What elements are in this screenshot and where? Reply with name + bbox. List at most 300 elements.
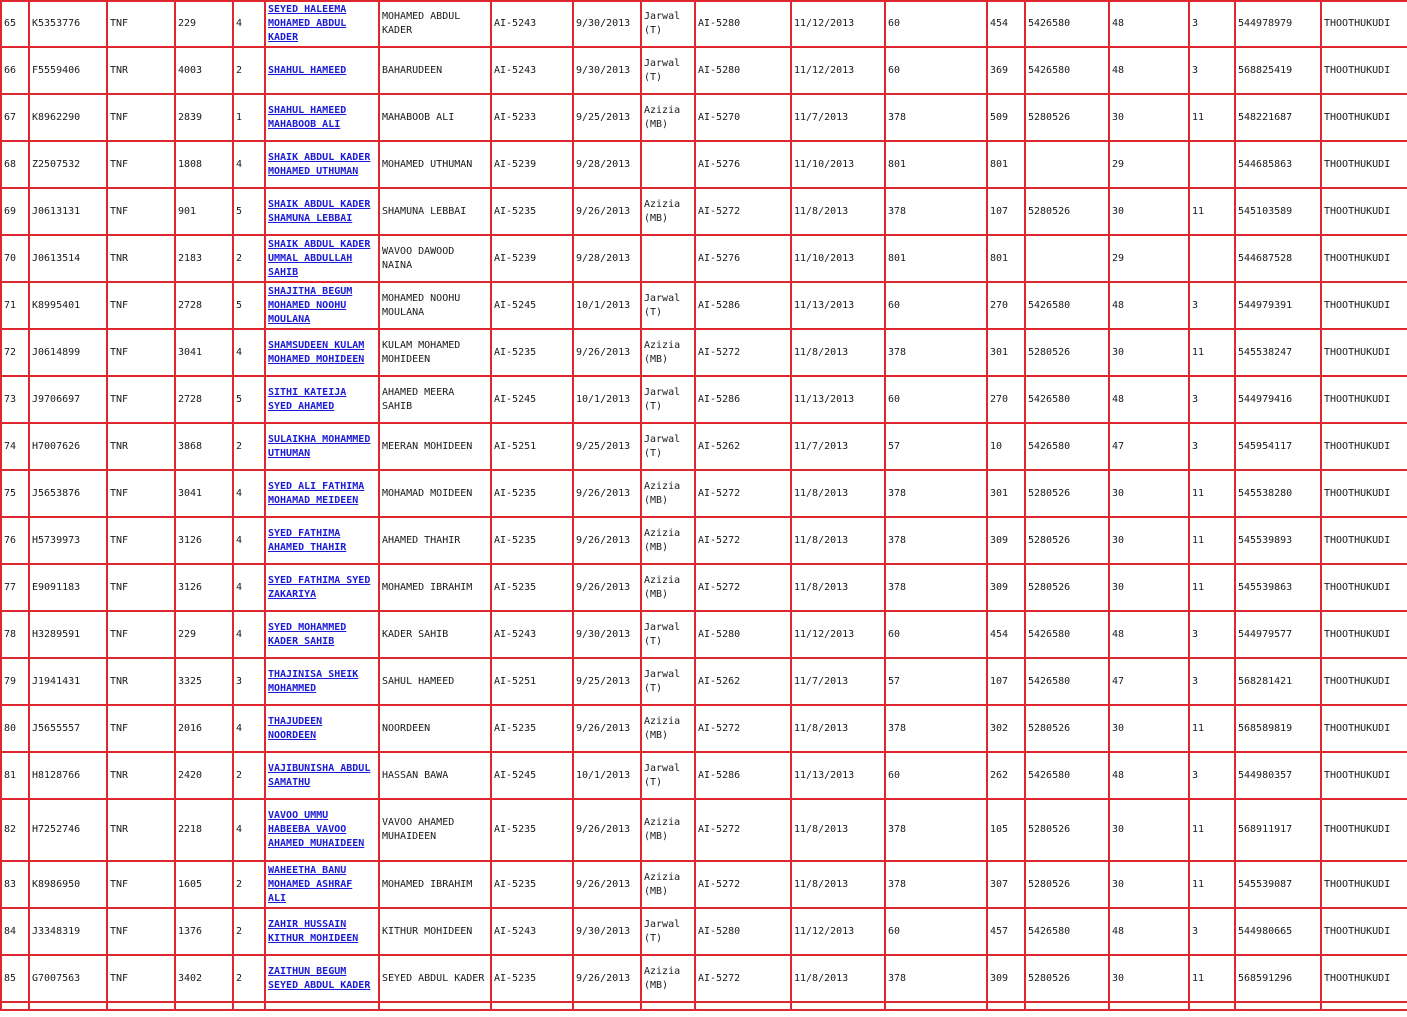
cover-type-cell: TNR — [107, 752, 175, 799]
return-flight-cell: AI-5272 — [695, 188, 791, 235]
cover-type-cell: TNF — [107, 141, 175, 188]
zone-number-cell — [1189, 141, 1235, 188]
departure-date-cell: 9/30/2013 — [573, 47, 641, 94]
serial-number-cell: 74 — [1, 423, 29, 470]
pilgrim-name-link[interactable]: SHAIK ABDUL KADER UMMAL ABDULLAH SAHIB — [268, 238, 371, 278]
passport-number-cell: K5353776 — [29, 1, 107, 47]
guardian-name-cell: AHAMED THAHIR — [379, 517, 491, 564]
cover-type-cell: TNF — [107, 908, 175, 955]
accommodation-cell: Azizia (MB) — [641, 94, 695, 141]
zone-number-cell: 3 — [1189, 658, 1235, 705]
reference-number-cell: 544979416 — [1235, 376, 1321, 423]
departure-flight-cell: AI-5243 — [491, 908, 573, 955]
group-number-cell: 48 — [1109, 47, 1189, 94]
building-number-cell: 378 — [885, 955, 987, 1002]
departure-date-cell: 9/30/2013 — [573, 1, 641, 47]
empty-cell — [1025, 1002, 1109, 1010]
guardian-name-cell: VAVOO AHAMED MUHAIDEEN — [379, 799, 491, 861]
city-cell: THOOTHUKUDI — [1321, 1, 1407, 47]
return-date-cell: 11/8/2013 — [791, 470, 885, 517]
building-code-cell: 5280526 — [1025, 705, 1109, 752]
room-number-cell: 801 — [987, 141, 1025, 188]
building-number-cell: 60 — [885, 611, 987, 658]
departure-date-cell: 9/30/2013 — [573, 611, 641, 658]
passport-number-cell: F5559406 — [29, 47, 107, 94]
serial-number-cell: 85 — [1, 955, 29, 1002]
return-date-cell: 11/8/2013 — [791, 955, 885, 1002]
cover-type-cell: TNF — [107, 611, 175, 658]
member-count-cell: 4 — [233, 141, 265, 188]
city-cell: THOOTHUKUDI — [1321, 517, 1407, 564]
zone-number-cell — [1189, 235, 1235, 282]
pilgrim-name-link[interactable]: SITHI KATEIJA SYED AHAMED — [268, 386, 347, 412]
building-number-cell: 378 — [885, 470, 987, 517]
group-number-cell: 48 — [1109, 752, 1189, 799]
zone-number-cell: 11 — [1189, 955, 1235, 1002]
pilgrim-name-link[interactable]: SULAIKHA MOHAMMED UTHUMAN — [268, 433, 371, 459]
room-number-cell: 454 — [987, 1, 1025, 47]
pilgrim-name-link[interactable]: VAVOO UMMU HABEEBA VAVOO AHAMED MUHAIDEEN — [268, 810, 365, 849]
empty-cell — [1, 1002, 29, 1010]
return-date-cell: 11/7/2013 — [791, 423, 885, 470]
departure-date-cell: 9/28/2013 — [573, 141, 641, 188]
zone-number-cell: 3 — [1189, 376, 1235, 423]
group-number-cell: 30 — [1109, 470, 1189, 517]
passport-number-cell: H7252746 — [29, 799, 107, 861]
table-row — [1, 235, 1407, 282]
cover-type-cell: TNF — [107, 564, 175, 611]
group-number-cell: 30 — [1109, 188, 1189, 235]
passport-number-cell: H8128766 — [29, 752, 107, 799]
zone-number-cell: 11 — [1189, 470, 1235, 517]
reference-number-cell: 544685863 — [1235, 141, 1321, 188]
building-number-cell: 60 — [885, 282, 987, 329]
reference-number-cell: 568911917 — [1235, 799, 1321, 861]
building-code-cell: 5280526 — [1025, 799, 1109, 861]
building-number-cell: 60 — [885, 752, 987, 799]
reference-number-cell: 568591296 — [1235, 955, 1321, 1002]
cover-number-cell: 3402 — [175, 955, 233, 1002]
city-cell: THOOTHUKUDI — [1321, 705, 1407, 752]
member-count-cell: 1 — [233, 94, 265, 141]
return-flight-cell: AI-5280 — [695, 47, 791, 94]
accommodation-cell — [641, 141, 695, 188]
serial-number-cell: 67 — [1, 94, 29, 141]
cover-number-cell: 4003 — [175, 47, 233, 94]
return-flight-cell: AI-5272 — [695, 861, 791, 908]
accommodation-cell: Jarwal (T) — [641, 611, 695, 658]
pilgrim-name-cell — [265, 1, 379, 47]
departure-flight-cell: AI-5235 — [491, 955, 573, 1002]
building-code-cell: 5280526 — [1025, 470, 1109, 517]
departure-flight-cell: AI-5239 — [491, 235, 573, 282]
pilgrim-name-cell — [265, 141, 379, 188]
reference-number-cell: 544979391 — [1235, 282, 1321, 329]
building-number-cell: 801 — [885, 141, 987, 188]
serial-number-cell: 79 — [1, 658, 29, 705]
departure-date-cell: 9/26/2013 — [573, 188, 641, 235]
pilgrim-name-link[interactable]: WAHEETHA BANU MOHAMED ASHRAF ALI — [268, 864, 353, 904]
return-date-cell: 11/8/2013 — [791, 329, 885, 376]
cover-number-cell: 229 — [175, 1, 233, 47]
pilgrim-name-cell — [265, 861, 379, 908]
departure-flight-cell: AI-5235 — [491, 470, 573, 517]
departure-date-cell: 9/26/2013 — [573, 329, 641, 376]
empty-cell — [1321, 1002, 1407, 1010]
member-count-cell: 5 — [233, 282, 265, 329]
room-number-cell: 309 — [987, 955, 1025, 1002]
member-count-cell: 5 — [233, 376, 265, 423]
departure-date-cell: 9/26/2013 — [573, 470, 641, 517]
accommodation-cell: Azizia (MB) — [641, 861, 695, 908]
passport-number-cell: Z2507532 — [29, 141, 107, 188]
group-number-cell: 48 — [1109, 611, 1189, 658]
reference-number-cell: 545538280 — [1235, 470, 1321, 517]
zone-number-cell: 11 — [1189, 705, 1235, 752]
cover-type-cell: TNF — [107, 282, 175, 329]
pilgrim-name-cell — [265, 376, 379, 423]
pilgrim-name-link[interactable]: SHAIK ABDUL KADER MOHAMED UTHUMAN — [268, 151, 371, 177]
return-date-cell: 11/12/2013 — [791, 908, 885, 955]
table-row — [1, 955, 1407, 1002]
accommodation-cell: Jarwal (T) — [641, 423, 695, 470]
member-count-cell: 2 — [233, 908, 265, 955]
return-date-cell: 11/10/2013 — [791, 235, 885, 282]
group-number-cell: 48 — [1109, 376, 1189, 423]
departure-flight-cell: AI-5235 — [491, 705, 573, 752]
pilgrim-name-cell — [265, 470, 379, 517]
pilgrim-name-link[interactable]: SHAMSUDEEN KULAM MOHAMED MOHIDEEN — [268, 339, 365, 365]
return-date-cell: 11/8/2013 — [791, 564, 885, 611]
reference-number-cell: 545954117 — [1235, 423, 1321, 470]
empty-cell — [29, 1002, 107, 1010]
pilgrim-name-link[interactable]: ZAHIR HUSSAIN KITHUR MOHIDEEN — [268, 918, 359, 944]
building-code-cell: 5280526 — [1025, 955, 1109, 1002]
empty-cell — [379, 1002, 491, 1010]
serial-number-cell: 82 — [1, 799, 29, 861]
serial-number-cell: 71 — [1, 282, 29, 329]
passport-number-cell: H3289591 — [29, 611, 107, 658]
return-date-cell: 11/8/2013 — [791, 861, 885, 908]
zone-number-cell: 11 — [1189, 799, 1235, 861]
return-date-cell: 11/10/2013 — [791, 141, 885, 188]
building-code-cell: 5280526 — [1025, 564, 1109, 611]
cover-number-cell: 2728 — [175, 282, 233, 329]
return-flight-cell: AI-5272 — [695, 955, 791, 1002]
city-cell: THOOTHUKUDI — [1321, 423, 1407, 470]
pilgrim-name-link[interactable]: SHAHUL HAMEED MAHABOOB ALI — [268, 104, 347, 130]
cover-number-cell: 229 — [175, 611, 233, 658]
room-number-cell: 454 — [987, 611, 1025, 658]
pilgrim-name-link[interactable]: THAJINISA SHEIK MOHAMMED — [268, 668, 359, 694]
zone-number-cell: 11 — [1189, 188, 1235, 235]
building-number-cell: 378 — [885, 517, 987, 564]
accommodation-cell: Azizia (MB) — [641, 955, 695, 1002]
departure-date-cell: 9/26/2013 — [573, 517, 641, 564]
cover-type-cell: TNF — [107, 329, 175, 376]
passport-number-cell: J1941431 — [29, 658, 107, 705]
group-number-cell: 48 — [1109, 1, 1189, 47]
room-number-cell: 801 — [987, 235, 1025, 282]
cover-number-cell: 3126 — [175, 564, 233, 611]
return-flight-cell: AI-5270 — [695, 94, 791, 141]
cover-type-cell: TNF — [107, 188, 175, 235]
zone-number-cell: 3 — [1189, 908, 1235, 955]
accommodation-cell: Jarwal (T) — [641, 752, 695, 799]
room-number-cell: 10 — [987, 423, 1025, 470]
passport-number-cell: K8986950 — [29, 861, 107, 908]
cover-number-cell: 1605 — [175, 861, 233, 908]
departure-flight-cell: AI-5235 — [491, 861, 573, 908]
city-cell: THOOTHUKUDI — [1321, 908, 1407, 955]
building-code-cell: 5426580 — [1025, 908, 1109, 955]
departure-flight-cell: AI-5233 — [491, 94, 573, 141]
zone-number-cell: 11 — [1189, 329, 1235, 376]
building-code-cell: 5426580 — [1025, 423, 1109, 470]
cover-type-cell: TNF — [107, 376, 175, 423]
pilgrim-name-cell — [265, 955, 379, 1002]
cover-type-cell: TNR — [107, 799, 175, 861]
room-number-cell: 302 — [987, 705, 1025, 752]
member-count-cell: 4 — [233, 799, 265, 861]
group-number-cell: 29 — [1109, 235, 1189, 282]
room-number-cell: 301 — [987, 329, 1025, 376]
accommodation-cell: Jarwal (T) — [641, 658, 695, 705]
pilgrim-name-link[interactable]: SHAHUL HAMEED — [268, 64, 347, 76]
return-flight-cell: AI-5276 — [695, 141, 791, 188]
return-flight-cell: AI-5272 — [695, 470, 791, 517]
pilgrim-name-link[interactable]: SEYED HALEEMA MOHAMED ABDUL KADER — [268, 4, 347, 43]
cover-number-cell: 2839 — [175, 94, 233, 141]
building-number-cell: 378 — [885, 329, 987, 376]
city-cell: THOOTHUKUDI — [1321, 861, 1407, 908]
cover-type-cell: TNR — [107, 423, 175, 470]
member-count-cell: 4 — [233, 329, 265, 376]
reference-number-cell: 568281421 — [1235, 658, 1321, 705]
group-number-cell: 30 — [1109, 564, 1189, 611]
pilgrim-name-cell — [265, 94, 379, 141]
member-count-cell: 2 — [233, 423, 265, 470]
passport-number-cell: K8962290 — [29, 94, 107, 141]
guardian-name-cell: KULAM MOHAMED MOHIDEEN — [379, 329, 491, 376]
accommodation-cell: Azizia (MB) — [641, 329, 695, 376]
group-number-cell: 30 — [1109, 799, 1189, 861]
pilgrim-name-link[interactable]: SHAIK ABDUL KADER SHAMUNA LEBBAI — [268, 198, 371, 224]
departure-flight-cell: AI-5235 — [491, 188, 573, 235]
table-row — [1, 94, 1407, 141]
table-row — [1, 423, 1407, 470]
table-row — [1, 141, 1407, 188]
pilgrim-name-link[interactable]: SYED ALI FATHIMA MOHAMAD MEIDEEN — [268, 480, 365, 506]
zone-number-cell: 3 — [1189, 752, 1235, 799]
table-row — [1, 47, 1407, 94]
accommodation-cell: Jarwal (T) — [641, 1, 695, 47]
reference-number-cell: 544687528 — [1235, 235, 1321, 282]
serial-number-cell: 75 — [1, 470, 29, 517]
cover-number-cell: 1376 — [175, 908, 233, 955]
cover-number-cell: 1808 — [175, 141, 233, 188]
return-date-cell: 11/8/2013 — [791, 799, 885, 861]
guardian-name-cell: KADER SAHIB — [379, 611, 491, 658]
empty-cell — [1235, 1002, 1321, 1010]
building-code-cell: 5280526 — [1025, 329, 1109, 376]
pilgrim-name-cell — [265, 564, 379, 611]
passport-number-cell: J5653876 — [29, 470, 107, 517]
passport-number-cell: H7007626 — [29, 423, 107, 470]
empty-cell — [641, 1002, 695, 1010]
pilgrim-name-link[interactable]: SHAJITHA BEGUM MOHAMED NOOHU MOULANA — [268, 285, 353, 325]
guardian-name-cell: MOHAMED ABDUL KADER — [379, 1, 491, 47]
pilgrim-name-link[interactable]: VAJIBUNISHA ABDUL SAMATHU — [268, 762, 371, 788]
return-flight-cell: AI-5272 — [695, 799, 791, 861]
table-row — [1, 1, 1407, 47]
table-row — [1, 705, 1407, 752]
empty-cell — [791, 1002, 885, 1010]
member-count-cell: 4 — [233, 564, 265, 611]
room-number-cell: 457 — [987, 908, 1025, 955]
member-count-cell: 4 — [233, 517, 265, 564]
reference-number-cell: 545539893 — [1235, 517, 1321, 564]
empty-cell — [175, 1002, 233, 1010]
city-cell: THOOTHUKUDI — [1321, 188, 1407, 235]
building-number-cell: 378 — [885, 564, 987, 611]
reference-number-cell: 544980357 — [1235, 752, 1321, 799]
guardian-name-cell: SAHUL HAMEED — [379, 658, 491, 705]
building-code-cell: 5426580 — [1025, 376, 1109, 423]
serial-number-cell: 76 — [1, 517, 29, 564]
pilgrim-name-link[interactable]: SYED FATHIMA AHAMED THAHIR — [268, 527, 347, 553]
city-cell: THOOTHUKUDI — [1321, 47, 1407, 94]
return-flight-cell: AI-5272 — [695, 329, 791, 376]
zone-number-cell: 11 — [1189, 861, 1235, 908]
zone-number-cell: 11 — [1189, 564, 1235, 611]
empty-cell — [695, 1002, 791, 1010]
departure-date-cell: 9/25/2013 — [573, 423, 641, 470]
cover-number-cell: 2218 — [175, 799, 233, 861]
departure-flight-cell: AI-5239 — [491, 141, 573, 188]
room-number-cell: 270 — [987, 376, 1025, 423]
city-cell: THOOTHUKUDI — [1321, 235, 1407, 282]
building-number-cell: 378 — [885, 799, 987, 861]
return-date-cell: 11/13/2013 — [791, 752, 885, 799]
building-code-cell: 5426580 — [1025, 752, 1109, 799]
zone-number-cell: 3 — [1189, 423, 1235, 470]
room-number-cell: 369 — [987, 47, 1025, 94]
pilgrim-name-link[interactable]: ZAITHUN BEGUM SEYED ABDUL KADER — [268, 965, 371, 991]
departure-flight-cell: AI-5245 — [491, 752, 573, 799]
passport-number-cell: K8995401 — [29, 282, 107, 329]
room-number-cell: 301 — [987, 470, 1025, 517]
building-code-cell: 5426580 — [1025, 658, 1109, 705]
building-number-cell: 378 — [885, 705, 987, 752]
return-date-cell: 11/7/2013 — [791, 658, 885, 705]
departure-date-cell: 9/26/2013 — [573, 861, 641, 908]
departure-date-cell: 9/26/2013 — [573, 955, 641, 1002]
cover-number-cell: 3041 — [175, 329, 233, 376]
table-row — [1, 658, 1407, 705]
cover-type-cell: TNF — [107, 1, 175, 47]
building-number-cell: 801 — [885, 235, 987, 282]
accommodation-cell: Jarwal (T) — [641, 908, 695, 955]
accommodation-cell: Azizia (MB) — [641, 564, 695, 611]
empty-cell — [1189, 1002, 1235, 1010]
return-flight-cell: AI-5272 — [695, 517, 791, 564]
cover-number-cell: 3126 — [175, 517, 233, 564]
departure-date-cell: 9/28/2013 — [573, 235, 641, 282]
cover-number-cell: 2728 — [175, 376, 233, 423]
building-code-cell: 5426580 — [1025, 1, 1109, 47]
serial-number-cell: 80 — [1, 705, 29, 752]
pilgrim-name-link[interactable]: THAJUDEEN NOORDEEN — [268, 715, 323, 741]
passport-number-cell: H5739973 — [29, 517, 107, 564]
group-number-cell: 29 — [1109, 141, 1189, 188]
building-code-cell — [1025, 235, 1109, 282]
passport-number-cell: J0613514 — [29, 235, 107, 282]
table-row — [1, 799, 1407, 861]
pilgrim-name-cell — [265, 752, 379, 799]
city-cell: THOOTHUKUDI — [1321, 799, 1407, 861]
pilgrim-name-cell — [265, 423, 379, 470]
empty-cell — [491, 1002, 573, 1010]
return-date-cell: 11/8/2013 — [791, 705, 885, 752]
pilgrim-name-cell — [265, 282, 379, 329]
departure-flight-cell: AI-5245 — [491, 376, 573, 423]
guardian-name-cell: BAHARUDEEN — [379, 47, 491, 94]
serial-number-cell: 72 — [1, 329, 29, 376]
serial-number-cell: 70 — [1, 235, 29, 282]
guardian-name-cell: WAVOO DAWOOD NAINA — [379, 235, 491, 282]
reference-number-cell: 545103589 — [1235, 188, 1321, 235]
reference-number-cell: 545538247 — [1235, 329, 1321, 376]
departure-flight-cell: AI-5235 — [491, 517, 573, 564]
city-cell: THOOTHUKUDI — [1321, 752, 1407, 799]
zone-number-cell: 3 — [1189, 282, 1235, 329]
accommodation-cell: Azizia (MB) — [641, 705, 695, 752]
reference-number-cell: 545539087 — [1235, 861, 1321, 908]
return-flight-cell: AI-5286 — [695, 282, 791, 329]
group-number-cell: 30 — [1109, 517, 1189, 564]
return-date-cell: 11/8/2013 — [791, 517, 885, 564]
accommodation-cell — [641, 235, 695, 282]
passport-number-cell: J0613131 — [29, 188, 107, 235]
table-row — [1, 908, 1407, 955]
departure-date-cell: 10/1/2013 — [573, 752, 641, 799]
table-row — [1, 564, 1407, 611]
building-number-cell: 57 — [885, 423, 987, 470]
empty-cell — [107, 1002, 175, 1010]
passport-number-cell: J3348319 — [29, 908, 107, 955]
table-row — [1, 861, 1407, 908]
room-number-cell: 309 — [987, 564, 1025, 611]
pilgrim-name-link[interactable]: SYED FATHIMA SYED ZAKARIYA — [268, 574, 371, 600]
serial-number-cell: 69 — [1, 188, 29, 235]
empty-cell — [233, 1002, 265, 1010]
departure-flight-cell: AI-5235 — [491, 564, 573, 611]
building-code-cell: 5426580 — [1025, 611, 1109, 658]
pilgrim-name-link[interactable]: SYED MOHAMMED KADER SAHIB — [268, 621, 347, 647]
room-number-cell: 107 — [987, 188, 1025, 235]
group-number-cell: 30 — [1109, 861, 1189, 908]
return-date-cell: 11/12/2013 — [791, 1, 885, 47]
departure-date-cell: 10/1/2013 — [573, 282, 641, 329]
group-number-cell: 47 — [1109, 423, 1189, 470]
guardian-name-cell: HASSAN BAWA — [379, 752, 491, 799]
cover-type-cell: TNR — [107, 235, 175, 282]
cover-number-cell: 3041 — [175, 470, 233, 517]
reference-number-cell: 548221687 — [1235, 94, 1321, 141]
cover-number-cell: 2420 — [175, 752, 233, 799]
serial-number-cell: 81 — [1, 752, 29, 799]
